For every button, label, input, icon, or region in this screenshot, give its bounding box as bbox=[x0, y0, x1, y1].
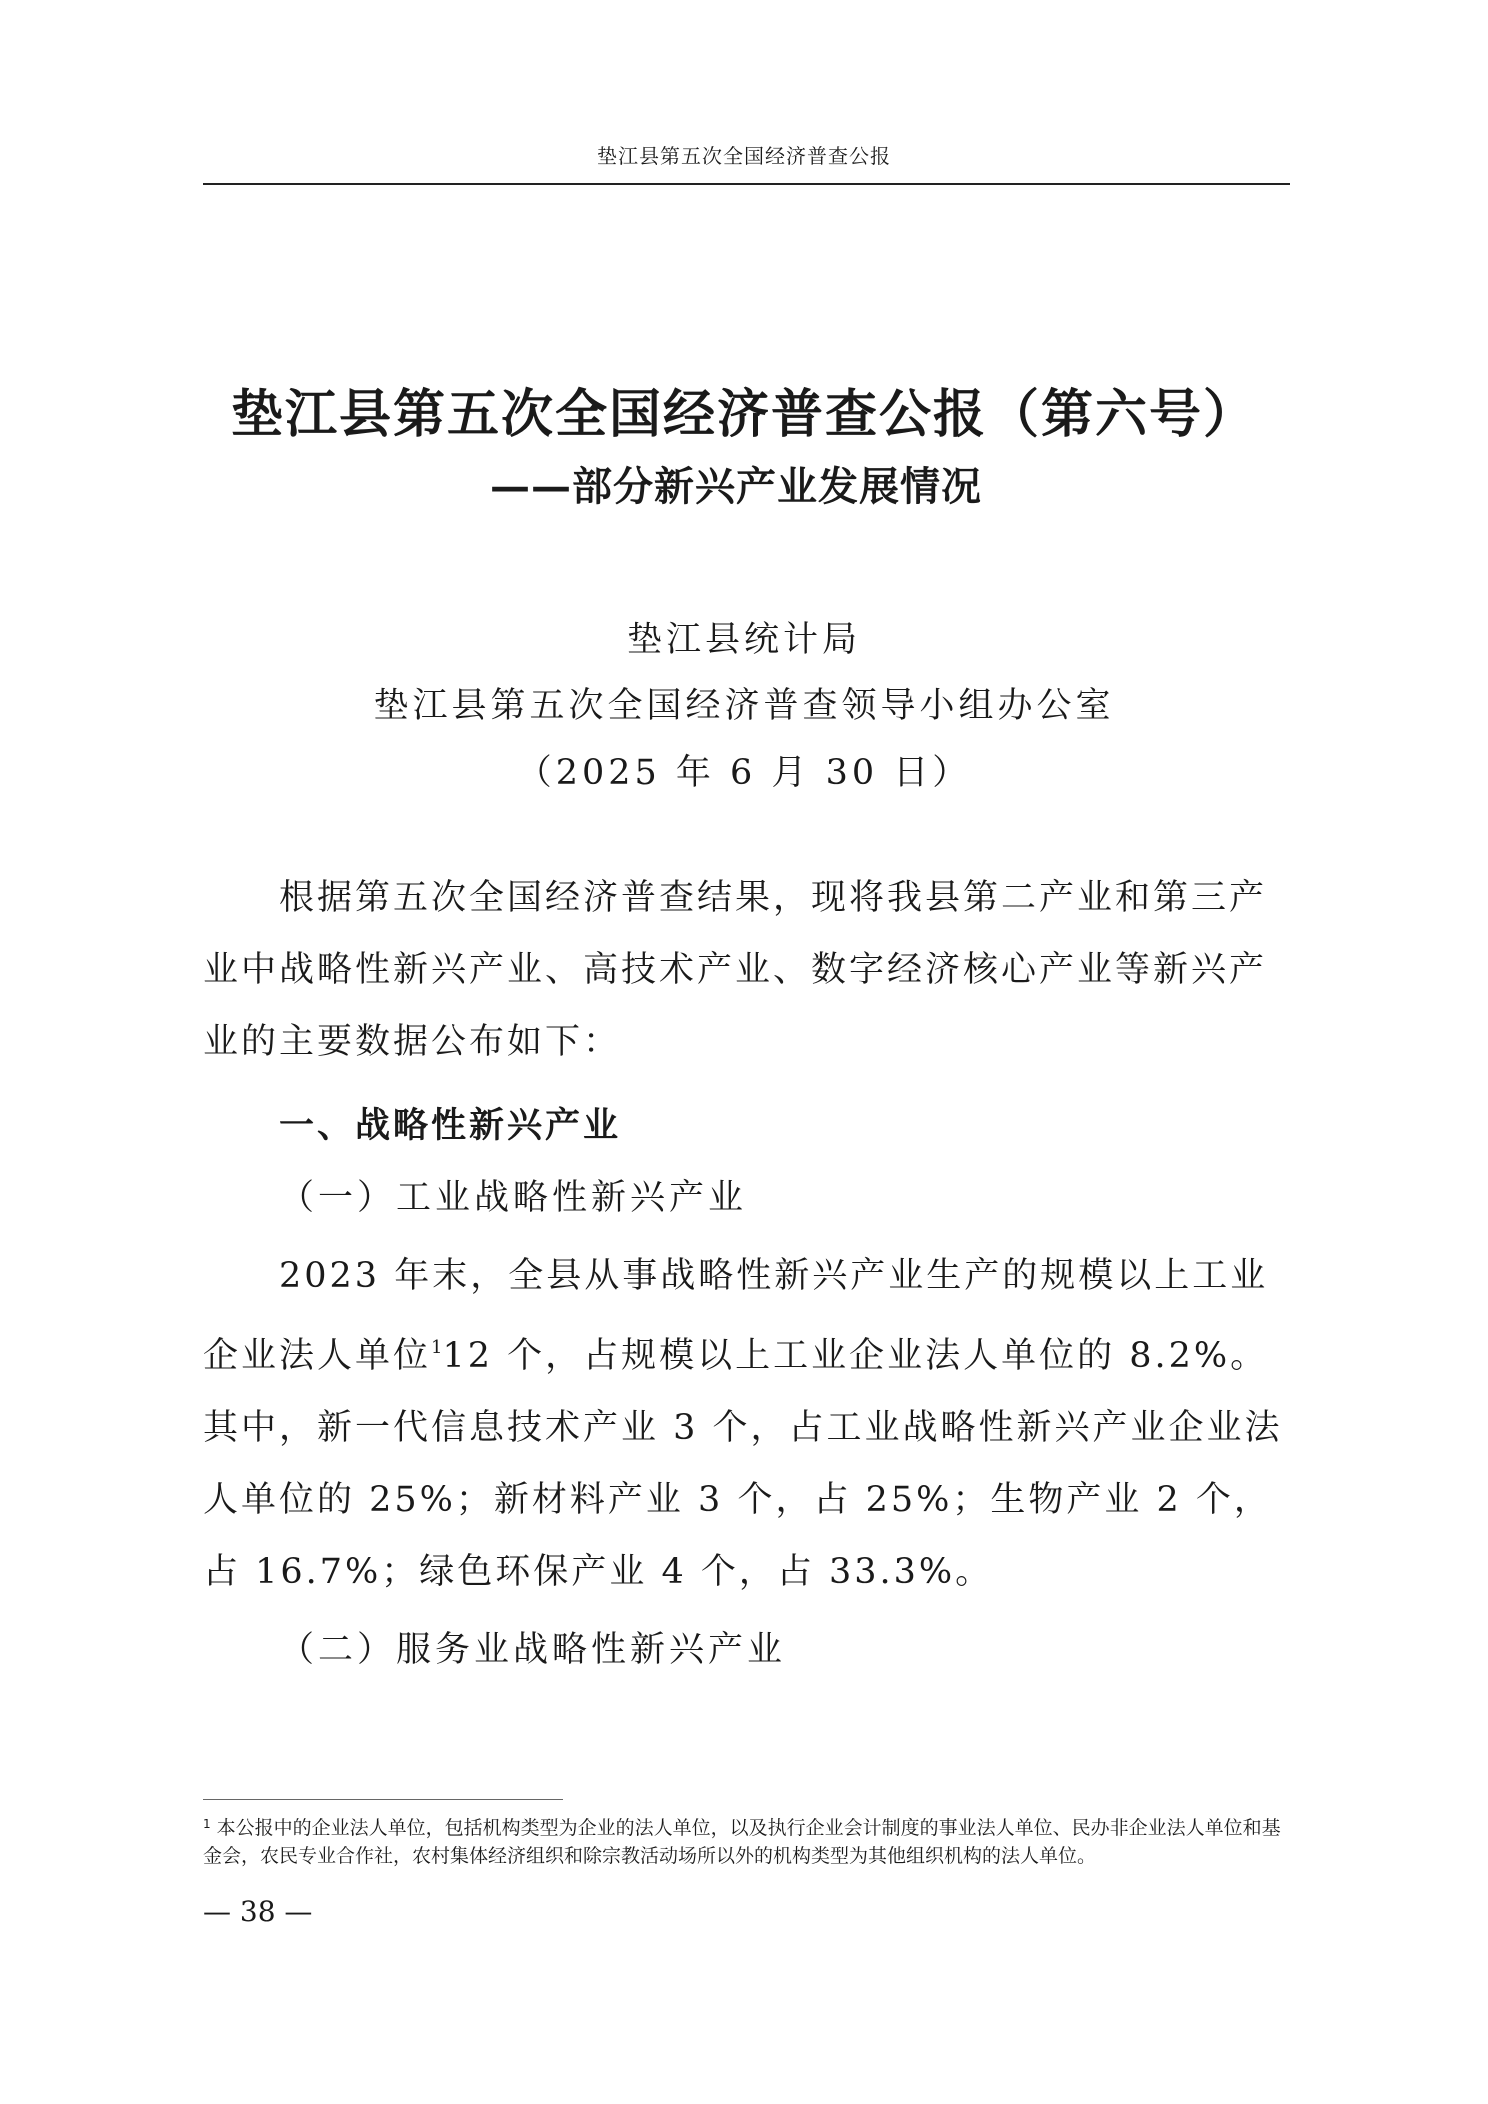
issuer-census-office: 垫江县第五次全国经济普查领导小组办公室 bbox=[373, 686, 1115, 726]
footnote-divider bbox=[203, 1799, 563, 1800]
paragraph-text-part2: 12 个，占规模以上工业企业法人单位的 8.2%。其中，新一代信息技术产业 3 个，占工业战略性新兴产业企业法人单位的 25%；新材料产业 3 个，占 25%；生物产业 2 个，占 16.7%；绿色环保产业 4 个，占 33.3%。 bbox=[203, 1336, 1283, 1592]
header-divider bbox=[203, 183, 1290, 185]
page-number: — 38 — bbox=[203, 1895, 313, 1928]
issuer-statistics-bureau: 垫江县统计局 bbox=[626, 620, 861, 660]
paragraph-text-part1: 2023 年末，全县从事战略性新兴产业生产的规模以上工业企业法人单位 bbox=[203, 1256, 1269, 1376]
footnote-text: 本公报中的企业法人单位，包括机构类型为企业的法人单位，以及执行企业会计制度的事业法人单位、民办非企业法人单位和基金会，农民专业合作社，农村集体经济组织和除宗教活动场所以外的机构类型为其他组织机构的法人单位。 bbox=[203, 1817, 1281, 1867]
footnote-reference[interactable]: 1 bbox=[431, 1337, 443, 1358]
document-subtitle: ——部分新兴产业发展情况 bbox=[490, 463, 982, 510]
publication-date: （2025 年 6 月 30 日） bbox=[516, 753, 972, 793]
footnote-mark: 1 bbox=[203, 1817, 211, 1831]
section-heading-strategic-emerging: 一、战略性新兴产业 bbox=[279, 1106, 622, 1146]
subsection-heading-industrial: （一）工业战略性新兴产业 bbox=[279, 1178, 748, 1218]
subsection-heading-services: （二）服务业战略性新兴产业 bbox=[279, 1630, 787, 1670]
industrial-paragraph bbox=[203, 1240, 1290, 1608]
document-title: 垫江县第五次全国经济普查公报（第六号） bbox=[230, 384, 1257, 445]
footnote bbox=[203, 1810, 1290, 1870]
running-header: 垫江县第五次全国经济普查公报 bbox=[597, 144, 891, 168]
intro-paragraph: 根据第五次全国经济普查结果，现将我县第二产业和第三产业中战略性新兴产业、高技术产业、数字经济核心产业等新兴产业的主要数据公布如下： bbox=[203, 878, 1268, 1062]
